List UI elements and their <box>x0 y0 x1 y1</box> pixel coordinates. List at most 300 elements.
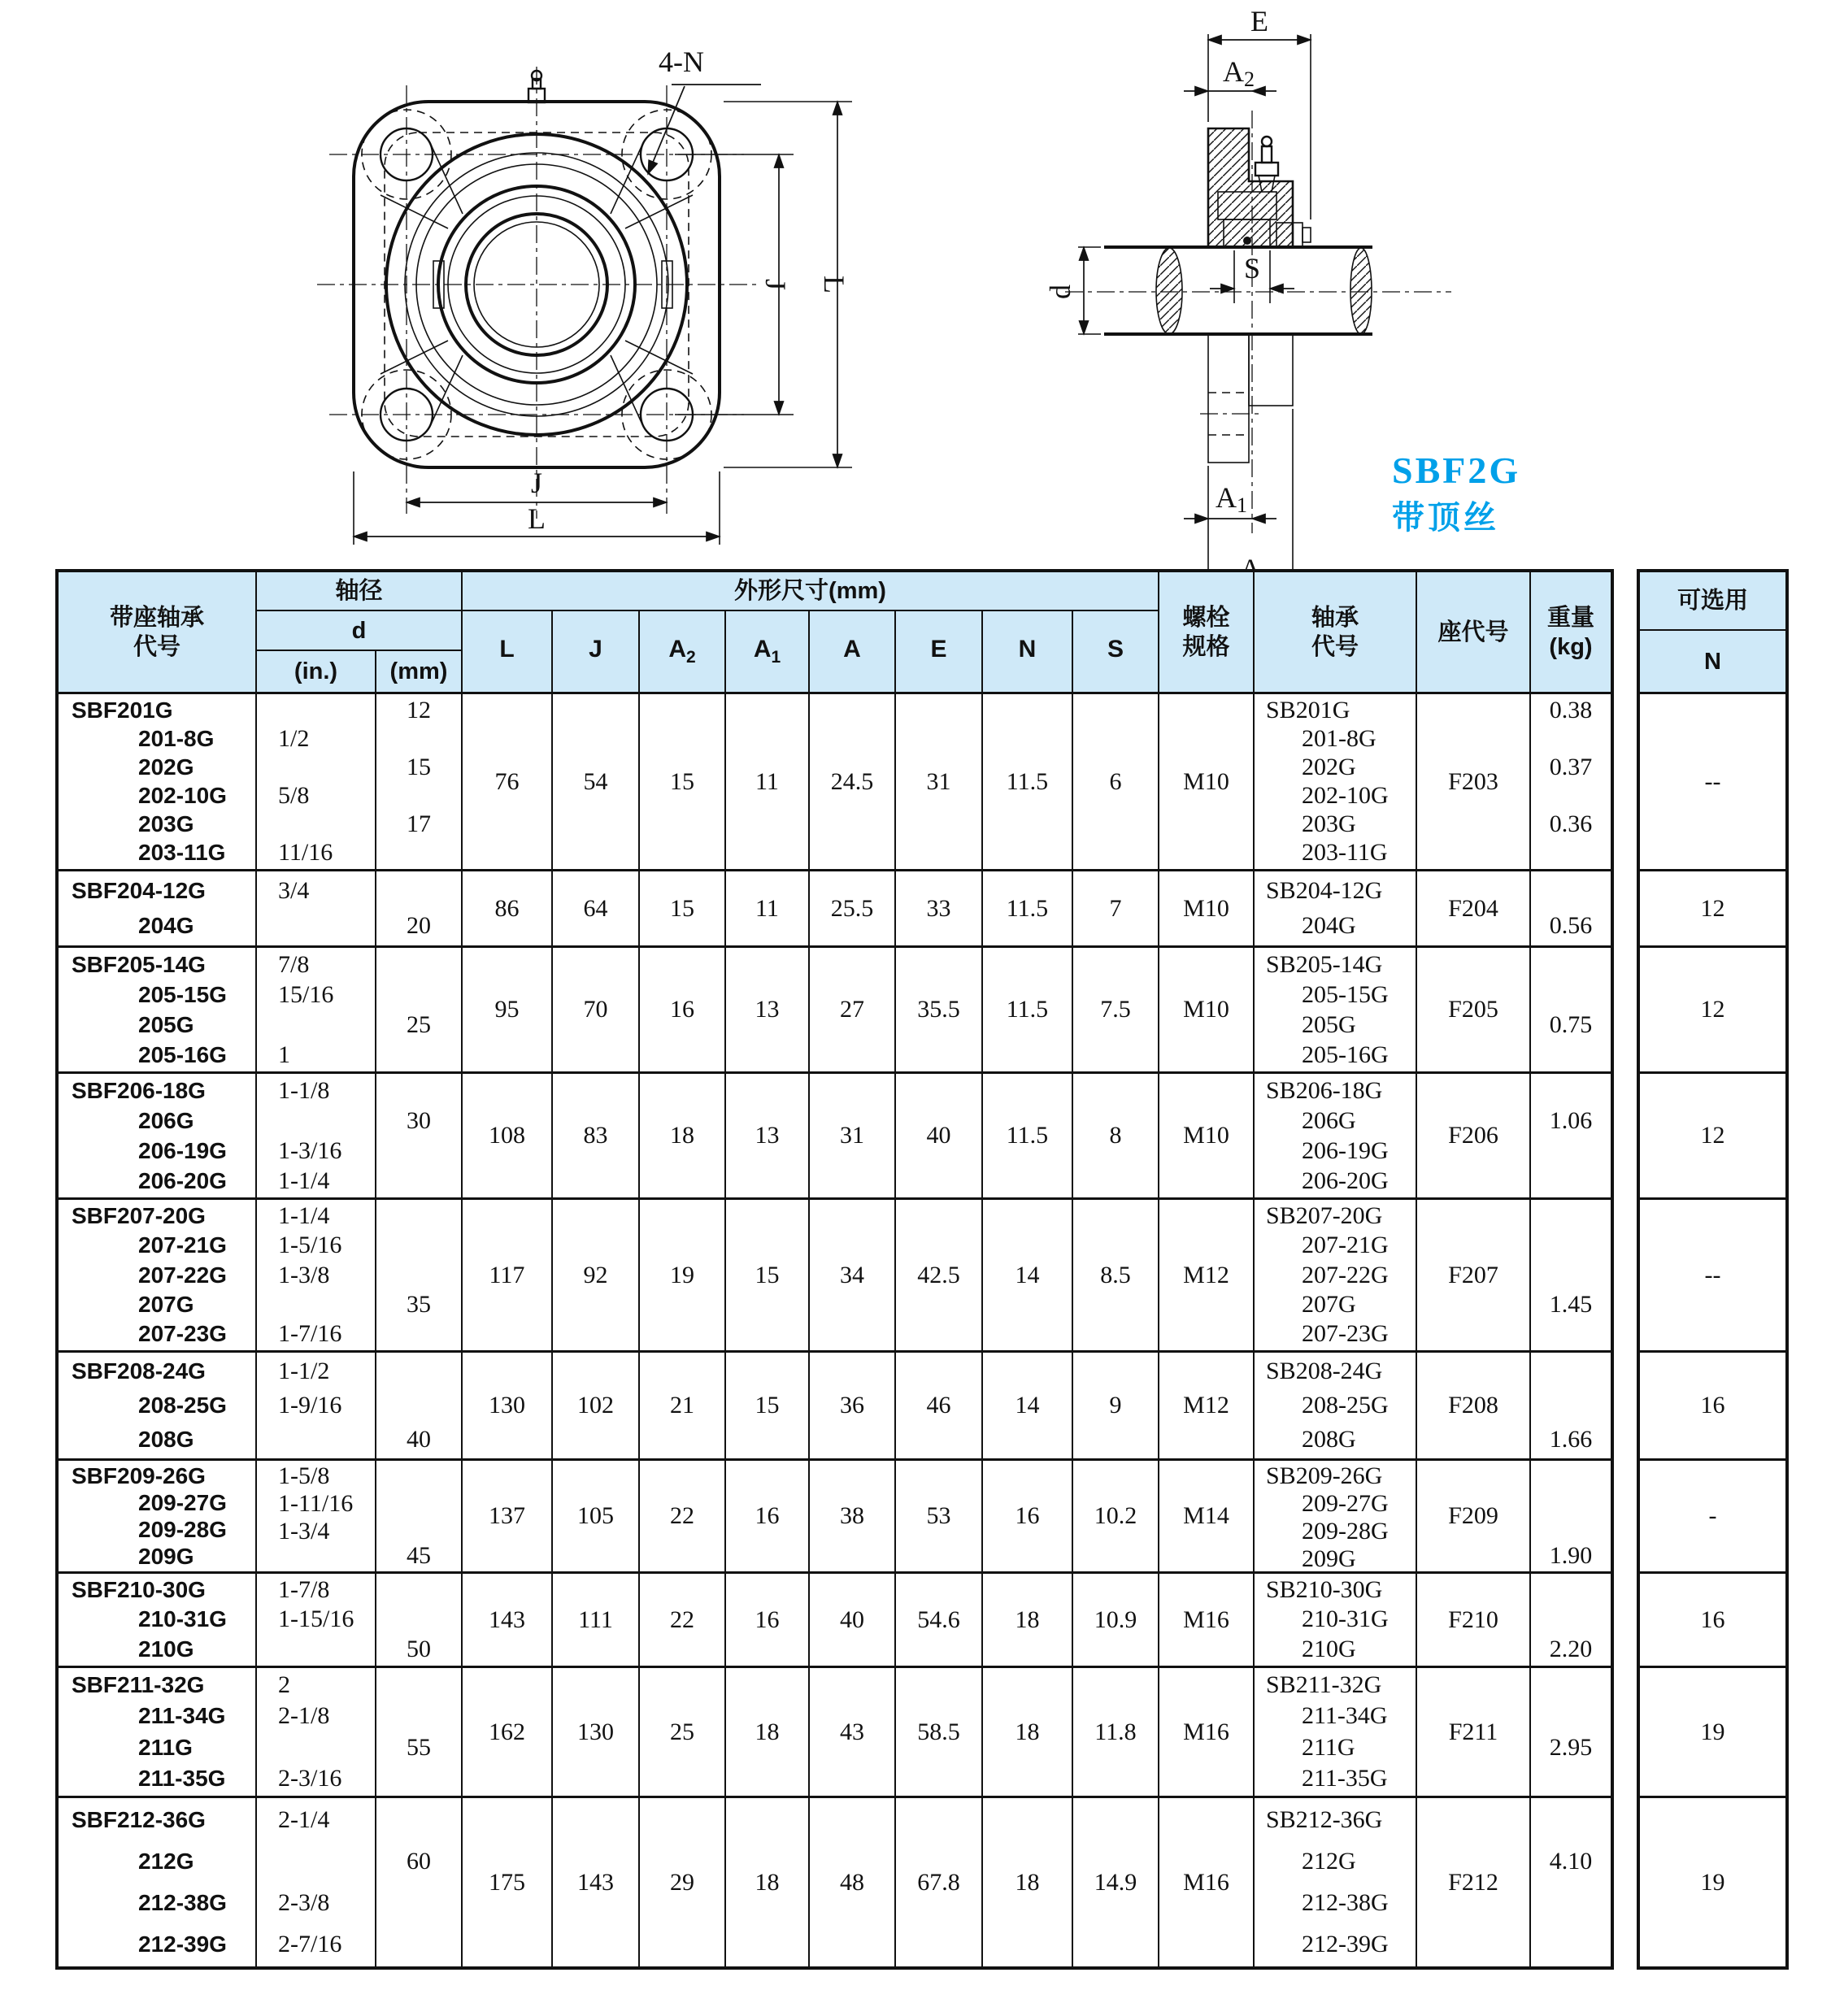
weight-line <box>1531 724 1611 753</box>
optional-table-body <box>1640 694 1785 1966</box>
code-line: 204G <box>138 913 194 939</box>
dim-E-cell: 58.5 <box>896 1668 983 1796</box>
header-shaft-dia: 轴径 <box>257 572 463 611</box>
dim-S-cell: 10.2 <box>1073 1461 1159 1571</box>
d-in-line: 1-3/4 <box>278 1518 330 1545</box>
table-row <box>59 1458 1611 1571</box>
dim-J-cell: 130 <box>553 1668 640 1796</box>
bearing-code-cell <box>1255 694 1417 869</box>
code-line: 206-19G <box>138 1137 227 1163</box>
table-row <box>59 869 1611 945</box>
d-in-cell <box>257 1798 376 1966</box>
header-bearing-code: 轴承 代号 <box>1255 572 1417 692</box>
weight-line <box>1531 1489 1611 1516</box>
bearing-code-line: SB210-30G <box>1266 1576 1383 1604</box>
d-mm-cell <box>376 871 463 945</box>
optional-n-cell: -- <box>1640 1197 1785 1350</box>
housing-code-cell: F203 <box>1417 694 1531 869</box>
header-dim-N: N <box>983 611 1073 692</box>
d-in-cell <box>257 1074 376 1197</box>
d-in-line: 2-1/8 <box>278 1702 330 1730</box>
dim-a1: A1 <box>1216 481 1247 517</box>
code-line: 207-21G <box>138 1232 227 1258</box>
dim-E-cell: 33 <box>896 871 983 945</box>
dim-J-cell: 111 <box>553 1574 640 1666</box>
d-mm-line <box>376 1136 461 1166</box>
d-in-line: 5/8 <box>278 782 310 810</box>
dim-S-cell: 7 <box>1073 871 1159 945</box>
bearing-code-line: 211-35G <box>1302 1764 1388 1792</box>
bearing-code-line: 209-27G <box>1302 1490 1389 1517</box>
bearing-code-line: SB206-18G <box>1266 1076 1383 1104</box>
weight-cell <box>1531 1461 1611 1571</box>
bearing-code-cell <box>1255 1200 1417 1350</box>
weight-line <box>1531 1319 1611 1349</box>
d-mm-line: 12 <box>407 696 431 723</box>
bearing-code-cell <box>1255 1668 1417 1796</box>
dim-J-cell: 92 <box>553 1200 640 1350</box>
optional-n-cell: 19 <box>1640 1666 1785 1796</box>
dim-E-cell: 54.6 <box>896 1574 983 1666</box>
d-mm-line <box>376 782 461 810</box>
d-in-line <box>257 1290 375 1319</box>
d-in-line <box>257 696 375 724</box>
d-in-cell <box>257 1461 376 1571</box>
d-in-cell <box>257 948 376 1071</box>
code-line: SBF210-30G <box>72 1577 206 1603</box>
header-optional: 可选用 <box>1640 572 1785 631</box>
bolt-spec-cell: M12 <box>1159 1353 1255 1458</box>
dim-A2-cell: 25 <box>640 1668 726 1796</box>
housing-code-cell: F211 <box>1417 1668 1531 1796</box>
unit-code-cell <box>59 1461 257 1571</box>
d-mm-line: 45 <box>407 1542 431 1570</box>
d-in-line <box>257 753 375 781</box>
bolt-spec-cell: M10 <box>1159 1074 1255 1197</box>
weight-line: 1.06 <box>1549 1106 1593 1134</box>
d-mm-cell <box>376 1668 463 1796</box>
d-in-cell <box>257 694 376 869</box>
optional-n-cell: 19 <box>1640 1796 1785 1966</box>
dim-A-cell: 48 <box>810 1798 896 1966</box>
code-line: 211-35G <box>138 1765 226 1791</box>
weight-line: 0.37 <box>1549 753 1593 780</box>
dim-A-cell: 38 <box>810 1461 896 1571</box>
weight-line <box>1531 949 1611 980</box>
bearing-code-line: 206G <box>1302 1106 1356 1134</box>
dim-S-cell: 6 <box>1073 694 1159 869</box>
code-line: 202G <box>138 754 194 780</box>
code-line: 212-38G <box>138 1889 227 1915</box>
d-mm-line: 17 <box>407 810 431 838</box>
unit-code-cell <box>59 871 257 945</box>
weight-line <box>1531 782 1611 810</box>
d-in-line: 1-3/16 <box>278 1136 342 1164</box>
dim-j-bottom: J <box>530 467 543 499</box>
header-d: d <box>257 611 463 651</box>
d-mm-line <box>376 1489 461 1516</box>
dim-E-cell: 46 <box>896 1353 983 1458</box>
bearing-code-line: 211G <box>1302 1733 1355 1761</box>
bearing-code-line: 203-11G <box>1302 839 1388 867</box>
dim-e: E <box>1250 5 1268 37</box>
d-in-line: 1-9/16 <box>278 1392 342 1419</box>
table-row <box>59 1571 1611 1666</box>
code-line: 208-25G <box>138 1393 227 1418</box>
bearing-code-line: 207-22G <box>1302 1261 1389 1288</box>
code-line: SBF208-24G <box>72 1358 206 1384</box>
unit-code-cell <box>59 1074 257 1197</box>
weight-line: 1.45 <box>1549 1290 1593 1318</box>
weight-line: 0.38 <box>1549 696 1593 723</box>
dim-A1-cell: 13 <box>726 1074 810 1197</box>
d-in-cell <box>257 1668 376 1796</box>
header-mm-unit: (mm) <box>376 651 463 692</box>
bearing-code-line: 202G <box>1302 753 1356 780</box>
dim-J-cell: 102 <box>553 1353 640 1458</box>
d-mm-line: 20 <box>407 912 431 940</box>
bolt-spec-cell: M16 <box>1159 1574 1255 1666</box>
weight-cell <box>1531 1200 1611 1350</box>
weight-cell <box>1531 1353 1611 1458</box>
d-mm-line: 60 <box>407 1848 431 1875</box>
d-mm-line <box>376 1462 461 1489</box>
dim-A2-cell: 21 <box>640 1353 726 1458</box>
weight-line: 4.10 <box>1549 1848 1593 1875</box>
header-dim-E: E <box>896 611 983 692</box>
dim-S-cell: 8.5 <box>1073 1200 1159 1350</box>
d-mm-cell <box>376 1074 463 1197</box>
weight-cell <box>1531 1574 1611 1666</box>
d-in-line: 3/4 <box>278 876 310 904</box>
weight-line: 0.75 <box>1549 1010 1593 1038</box>
d-mm-line <box>376 1260 461 1289</box>
dim-A-cell: 40 <box>810 1574 896 1666</box>
code-line: SBF206-18G <box>72 1077 206 1103</box>
header-bolt-spec: 螺栓 规格 <box>1159 572 1255 692</box>
code-line: 205-15G <box>138 981 227 1007</box>
bearing-code-cell <box>1255 1798 1417 1966</box>
code-line: SBF204-12G <box>72 877 206 903</box>
bearing-code-cell <box>1255 1353 1417 1458</box>
d-mm-cell <box>376 1798 463 1966</box>
bearing-code-line: 211-34G <box>1302 1702 1388 1730</box>
optional-n-table <box>1637 569 1789 1970</box>
dim-A2-cell: 18 <box>640 1074 726 1197</box>
weight-line: 2.95 <box>1549 1733 1593 1761</box>
weight-line: 0.36 <box>1549 810 1593 838</box>
weight-line <box>1531 1354 1611 1388</box>
bearing-code-line: 206-19G <box>1302 1136 1389 1164</box>
dim-A1-cell: 15 <box>726 1353 810 1458</box>
d-mm-cell <box>376 1574 463 1666</box>
dim-l-right: L <box>818 276 850 293</box>
dim-L-cell: 86 <box>463 871 553 945</box>
weight-line <box>1531 1605 1611 1634</box>
weight-line <box>1531 839 1611 867</box>
header-dim-S: S <box>1073 611 1159 692</box>
weight-line <box>1531 1231 1611 1260</box>
table-row <box>59 1350 1611 1458</box>
d-mm-line: 30 <box>407 1106 431 1134</box>
d-in-cell <box>257 1574 376 1666</box>
dim-l-bottom: L <box>528 502 546 535</box>
d-mm-cell <box>376 948 463 1071</box>
unit-code-cell <box>59 948 257 1071</box>
weight-line <box>1531 980 1611 1010</box>
bearing-code-cell <box>1255 1461 1417 1571</box>
bearing-code-line: 207G <box>1302 1290 1356 1318</box>
d-mm-line <box>376 1040 461 1070</box>
dim-L-cell: 76 <box>463 694 553 869</box>
optional-table-header <box>1640 572 1785 694</box>
d-mm-line <box>376 839 461 867</box>
d-in-line <box>257 1010 375 1040</box>
dim-A-cell: 25.5 <box>810 871 896 945</box>
weight-line <box>1531 1040 1611 1070</box>
dim-A1-cell: 16 <box>726 1574 810 1666</box>
header-housing-code: 座代号 <box>1417 572 1531 692</box>
series-feature: 带顶丝 <box>1392 500 1499 536</box>
bolt-spec-cell: M16 <box>1159 1668 1255 1796</box>
header-in-unit: (in.) <box>257 651 376 692</box>
weight-line: 2.20 <box>1549 1635 1593 1662</box>
d-in-line: 1-11/16 <box>278 1490 354 1517</box>
dim-S-cell: 11.8 <box>1073 1668 1159 1796</box>
header-weight: 重量 (kg) <box>1546 604 1594 660</box>
code-line: 207-23G <box>138 1320 227 1346</box>
dim-j-right: J <box>759 278 792 291</box>
bearing-code-line: SB205-14G <box>1266 950 1383 978</box>
d-mm-line <box>376 1605 461 1634</box>
d-in-line: 11/16 <box>278 839 333 867</box>
dim-N-cell: 11.5 <box>983 871 1073 945</box>
dim-N-cell: 11.5 <box>983 1074 1073 1197</box>
dim-L-cell: 108 <box>463 1074 553 1197</box>
bolt-spec-cell: M14 <box>1159 1461 1255 1571</box>
bearing-code-line: 205-16G <box>1302 1041 1389 1068</box>
dim-A-cell: 31 <box>810 1074 896 1197</box>
dim-d: d <box>1044 285 1076 299</box>
weight-line <box>1531 1201 1611 1231</box>
d-mm-cell <box>376 1200 463 1350</box>
weight-line <box>1531 1670 1611 1701</box>
bearing-code-line: SB212-36G <box>1266 1806 1383 1834</box>
weight-cell <box>1531 871 1611 945</box>
dim-s: S <box>1243 252 1261 285</box>
dim-a2: A2 <box>1223 55 1255 91</box>
d-in-line <box>257 1423 375 1457</box>
weight-line <box>1531 873 1611 909</box>
weight-cell <box>1531 1668 1611 1796</box>
dim-E-cell: 35.5 <box>896 948 983 1071</box>
dim-J-cell: 70 <box>553 948 640 1071</box>
table-row <box>59 1197 1611 1350</box>
bearing-code-line: 202-10G <box>1302 782 1389 810</box>
weight-line <box>1531 1388 1611 1423</box>
d-mm-line <box>376 1231 461 1260</box>
weight-line <box>1531 1136 1611 1166</box>
code-line: 211G <box>138 1734 193 1760</box>
optional-n-cell: 16 <box>1640 1571 1785 1666</box>
dim-A2-cell: 15 <box>640 871 726 945</box>
dim-E-cell: 67.8 <box>896 1798 983 1966</box>
d-in-line: 1-1/4 <box>278 1167 330 1194</box>
weight-cell <box>1531 948 1611 1071</box>
bearing-code-line: 212G <box>1302 1848 1356 1875</box>
d-in-cell <box>257 871 376 945</box>
bearing-code-line: SB204-12G <box>1266 876 1383 904</box>
code-line: 210G <box>138 1636 194 1662</box>
d-mm-line: 50 <box>407 1635 431 1662</box>
bearing-code-line: 203G <box>1302 810 1356 838</box>
header-dim-J: J <box>553 611 640 692</box>
dim-L-cell: 130 <box>463 1353 553 1458</box>
bearing-code-line: 209-28G <box>1302 1518 1389 1545</box>
bearing-code-line: 207-21G <box>1302 1232 1389 1259</box>
d-mm-line <box>376 980 461 1010</box>
dim-S-cell: 7.5 <box>1073 948 1159 1071</box>
dim-A2-cell: 15 <box>640 694 726 869</box>
bearing-code-cell <box>1255 1074 1417 1197</box>
dim-A2-cell: 22 <box>640 1461 726 1571</box>
optional-n-cell: 16 <box>1640 1350 1785 1458</box>
dim-L-cell: 117 <box>463 1200 553 1350</box>
table-row <box>59 694 1611 869</box>
code-line: 206-20G <box>138 1167 227 1193</box>
code-line: 209-28G <box>138 1516 227 1542</box>
d-mm-line <box>376 1075 461 1106</box>
d-in-line: 1-5/8 <box>278 1462 330 1489</box>
code-line: 202-10G <box>138 783 227 809</box>
housing-code-cell: F205 <box>1417 948 1531 1071</box>
dim-N-cell: 11.5 <box>983 694 1073 869</box>
d-in-line: 15/16 <box>278 980 334 1008</box>
d-in-line <box>257 1635 375 1664</box>
bolt-spec-cell: M12 <box>1159 1200 1255 1350</box>
unit-code-cell <box>59 694 257 869</box>
dim-N-cell: 18 <box>983 1668 1073 1796</box>
bolt-spec-cell: M10 <box>1159 948 1255 1071</box>
dim-A-cell: 34 <box>810 1200 896 1350</box>
code-line: 203-11G <box>138 840 226 866</box>
housing-code-cell: F212 <box>1417 1798 1531 1966</box>
d-in-line: 2-1/4 <box>278 1806 330 1834</box>
d-mm-line <box>376 1670 461 1701</box>
weight-line <box>1531 1763 1611 1794</box>
dim-S-cell: 10.9 <box>1073 1574 1159 1666</box>
bearing-code-line: 205G <box>1302 1010 1356 1038</box>
d-mm-line <box>376 1319 461 1349</box>
d-in-line: 1-7/16 <box>278 1319 342 1347</box>
weight-line <box>1531 1575 1611 1605</box>
weight-line <box>1531 1923 1611 1965</box>
weight-line <box>1531 1260 1611 1289</box>
dim-N-cell: 16 <box>983 1461 1073 1571</box>
dim-A2-cell: 22 <box>640 1574 726 1666</box>
code-line: 209-27G <box>138 1489 227 1515</box>
code-line: 203G <box>138 811 194 837</box>
d-in-line <box>257 1106 375 1136</box>
bearing-code-line: SB207-20G <box>1266 1202 1383 1230</box>
front-view-drawing <box>187 33 919 545</box>
bolt-count-note: 4-N <box>659 46 704 78</box>
code-line: 207G <box>138 1291 194 1317</box>
dim-S-cell: 8 <box>1073 1074 1159 1197</box>
code-line: 209G <box>138 1543 194 1569</box>
weight-line <box>1531 1075 1611 1106</box>
dim-J-cell: 64 <box>553 871 640 945</box>
d-in-line <box>257 1545 375 1570</box>
d-mm-cell <box>376 1461 463 1571</box>
code-line: SBF211-32G <box>72 1672 205 1698</box>
bearing-code-line: 206-20G <box>1302 1167 1389 1194</box>
dim-J-cell: 143 <box>553 1798 640 1966</box>
bearing-code-line: 204G <box>1302 912 1356 940</box>
weight-line: 1.90 <box>1549 1542 1593 1570</box>
table-body <box>59 694 1611 1966</box>
dim-N-cell: 18 <box>983 1574 1073 1666</box>
dim-A1-cell: 18 <box>726 1798 810 1966</box>
bearing-code-line: 210-31G <box>1302 1605 1389 1633</box>
dim-A1-cell: 15 <box>726 1200 810 1350</box>
bearing-code-line: SB201G <box>1266 696 1350 723</box>
unit-code-cell <box>59 1798 257 1966</box>
dim-A-cell: 24.5 <box>810 694 896 869</box>
d-in-line: 2-7/16 <box>278 1930 342 1957</box>
dim-A-cell: 43 <box>810 1668 896 1796</box>
dim-E-cell: 31 <box>896 694 983 869</box>
bolt-spec-cell: M10 <box>1159 871 1255 945</box>
bearing-code-line: SB208-24G <box>1266 1358 1383 1384</box>
table-row <box>59 1666 1611 1796</box>
table-row <box>59 1796 1611 1966</box>
bearing-code-cell <box>1255 948 1417 1071</box>
dim-L-cell: 162 <box>463 1668 553 1796</box>
d-mm-line <box>376 724 461 753</box>
d-in-line: 2 <box>278 1671 290 1699</box>
d-in-line: 1-1/2 <box>278 1358 330 1384</box>
optional-n-cell: -- <box>1704 767 1721 795</box>
bearing-code-line: 205-15G <box>1302 980 1389 1008</box>
bolt-spec-cell: M16 <box>1159 1798 1255 1966</box>
bearing-code-line: 212-39G <box>1302 1930 1389 1957</box>
d-in-line: 1-7/8 <box>278 1576 330 1604</box>
code-line: SBF212-36G <box>72 1807 206 1833</box>
d-in-line: 1-1/4 <box>278 1202 330 1230</box>
d-in-line: 1-5/16 <box>278 1232 342 1259</box>
d-mm-line <box>376 949 461 980</box>
d-mm-line <box>376 1388 461 1423</box>
d-mm-line <box>376 1354 461 1388</box>
housing-code-cell: F209 <box>1417 1461 1531 1571</box>
dim-L-cell: 143 <box>463 1574 553 1666</box>
dim-A1-cell: 13 <box>726 948 810 1071</box>
optional-n-cell: 12 <box>1640 869 1785 945</box>
header-unit-code: 带座轴承 代号 <box>59 572 257 692</box>
dim-A1-cell: 16 <box>726 1461 810 1571</box>
header-dim-A1: $A_1$ <box>726 611 810 692</box>
optional-n-cell: - <box>1640 1458 1785 1571</box>
d-in-line: 7/8 <box>278 950 310 978</box>
d-in-line <box>257 1841 375 1883</box>
weight-line <box>1531 1166 1611 1196</box>
dim-S-cell: 14.9 <box>1073 1798 1159 1966</box>
table-row <box>59 945 1611 1071</box>
d-in-line: 1-3/8 <box>278 1261 330 1288</box>
dim-E-cell: 42.5 <box>896 1200 983 1350</box>
code-line: 201-8G <box>138 725 215 751</box>
